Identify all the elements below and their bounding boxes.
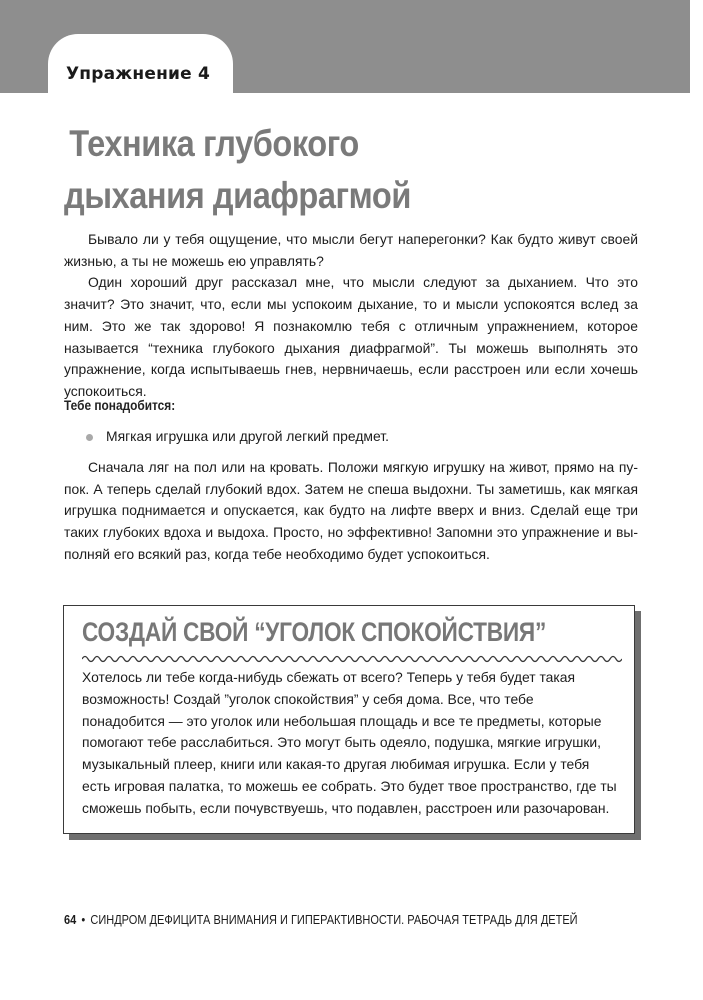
- page-footer: [64, 912, 578, 927]
- callout-title: СОЗДАЙ СВОЙ “УГОЛОК СПОКОЙСТВИЯ”: [82, 617, 547, 647]
- intro-paragraph-2: Один хороший друг рассказал мне, что мысли следуют за дыханием. Что это значит? Это значит, что, если мы успокоим дыхание, то и мысли успокоятся вслед за ним. Это же так здорово! Я познакомлю тебя с отличным упражнением, которое называется “техника глубокого дыхания диафрагмой”. Ты можешь выполнять это упражнение, когда испытываешь гнев, нервничаешь, если расстроен или если хочешь успокоиться.: [64, 274, 638, 399]
- callout-line: сможешь побыть, если почувствуешь, что подавлен, расстроен или разочарован.: [82, 799, 610, 816]
- callout-line: понадобится — это уголок или небольшая площадь и все те предметы, которые: [82, 712, 602, 729]
- title-line-2: дыхания диафрагмой: [64, 175, 411, 216]
- bullet-icon: [86, 434, 93, 441]
- page-title: [64, 118, 411, 222]
- book-title: СИНДРОМ ДЕФИЦИТА ВНИМАНИЯ И ГИПЕРАКТИВНОСТИ. РАБОЧАЯ ТЕТРАДЬ ДЛЯ ДЕТЕЙ: [90, 912, 578, 927]
- needs-heading: Тебе понадобится:: [64, 398, 176, 413]
- callout-line: возможность! Создай ”уголок спокойствия” у себя дома. Все, что тебе: [82, 690, 534, 707]
- callout-box: [63, 605, 635, 834]
- intro-text: [64, 229, 638, 403]
- wavy-divider-icon: [82, 653, 622, 665]
- callout-line: музыкальный плеер, книги или какая-то другая любимая игрушка. Если у тебя: [82, 756, 590, 773]
- title-line-1: Техника глубокого: [69, 123, 359, 164]
- callout-line: помогают тебе расслабиться. Это могут быть одеяло, подушка, мягкие игрушки,: [82, 734, 602, 751]
- callout-line: есть игровая палатка, то можешь ее собрать. Это будет твое пространство, где ты: [82, 777, 617, 794]
- intro-paragraph-1: Бывало ли у тебя ощущение, что мысли бегут наперегонки? Как будто живут своей жизнью, а ты не можешь ею управлять?: [64, 231, 638, 269]
- needs-item-text: Мягкая игрушка или другой легкий предмет.: [106, 428, 389, 444]
- callout-text: [82, 667, 622, 820]
- footer-separator: •: [81, 912, 86, 927]
- page-number: 64: [64, 912, 77, 927]
- instructions-text: [64, 457, 638, 566]
- callout-line: Хотелось ли тебе когда-нибудь сбежать от всего? Теперь у тебя будет такая: [82, 669, 576, 685]
- instructions-paragraph: Сначала ляг на пол или на кровать. Положи мягкую игрушку на живот, прямо на пупок. А теперь сделай глубокий вдох. Затем не спеша выдохни. Ты заметишь, как мягкая игрушка поднимается и опускается, как будто на лифте вверх и вниз. Сделай еще три таких глубоких вдоха и выдоха. Просто, но эффективно! Запомни это упражнение и выполняй его всякий раз, когда тебе необходимо будет успокоиться.: [64, 459, 638, 562]
- exercise-label: Упражнение 4: [66, 64, 211, 84]
